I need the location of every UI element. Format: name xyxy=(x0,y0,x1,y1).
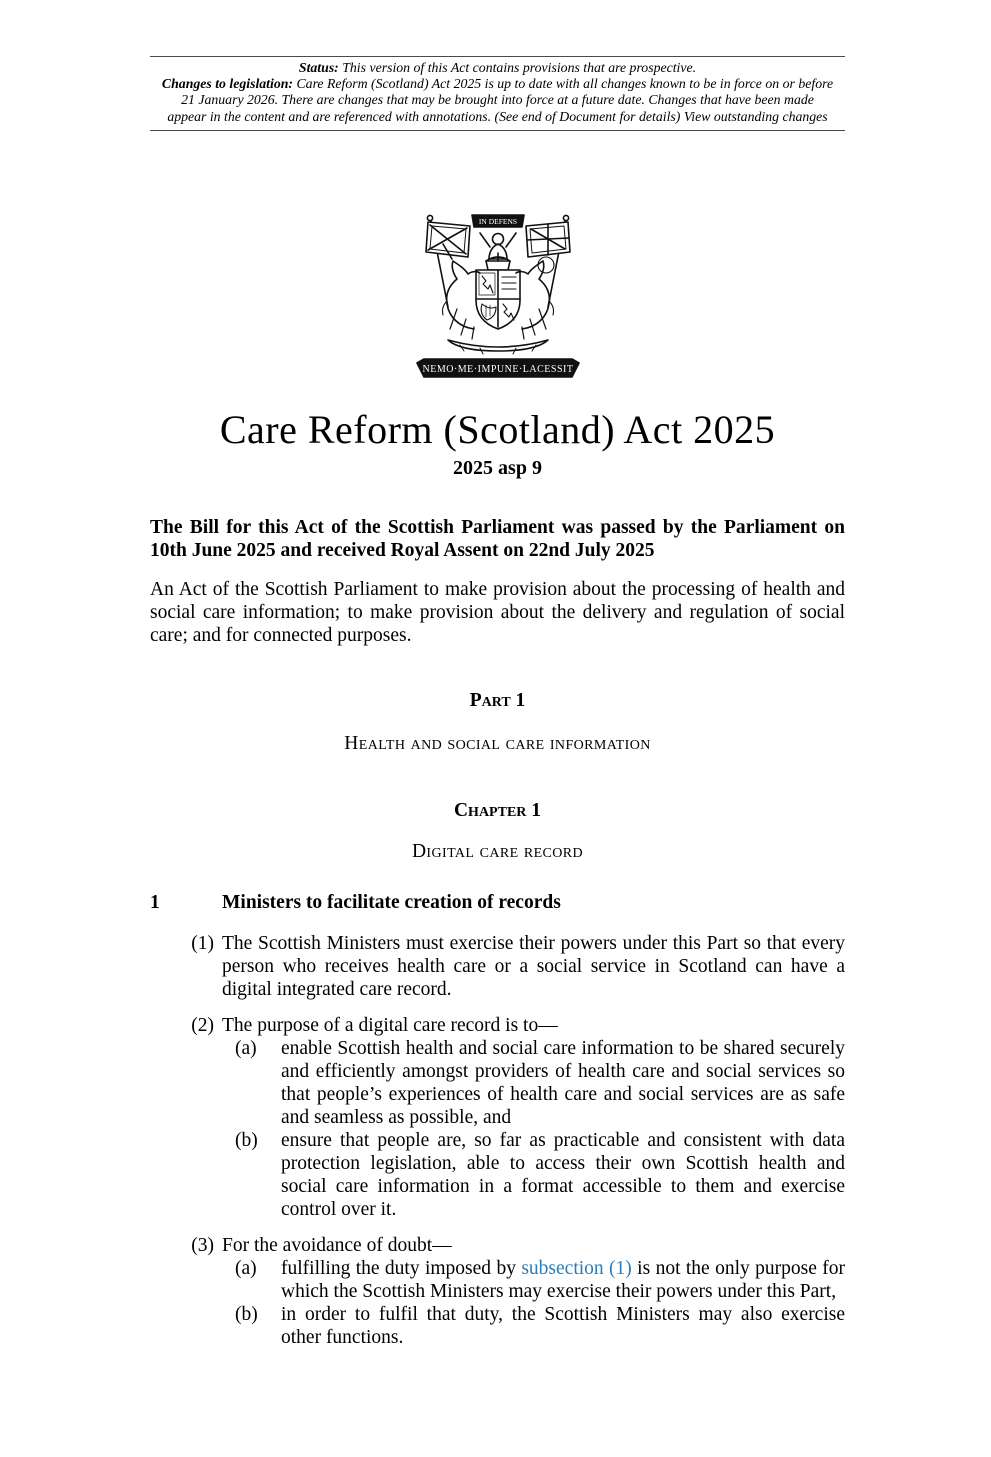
status-notice xyxy=(150,56,845,131)
long-title: An Act of the Scottish Parliament to make provision about the processing of health and social care information; to make provision about the delivery and regulation of social care; and for connected purposes. xyxy=(150,578,845,646)
paragraph-3b-text: in order to fulfil that duty, the Scottish Ministers may also exercise other functions. xyxy=(281,1303,845,1348)
status-label: Status: xyxy=(298,60,339,75)
section-heading xyxy=(150,891,845,914)
chapter-title: Digital care record xyxy=(411,840,584,862)
paragraph-2b-text: ensure that people are, so far as practicable and consistent with data protection legislation, able to access their own Scottish health and social care information in a format accessible to them and exercise control over it. xyxy=(281,1129,845,1220)
status-text: This version of this Act contains provisions that are prospective. xyxy=(338,60,697,75)
subsection-2-marker: (2) xyxy=(191,1014,214,1036)
paragraph-2b-marker: (b) xyxy=(235,1129,258,1151)
subsection-3-text: For the avoidance of doubt— xyxy=(222,1234,452,1256)
changes-label: Changes to legislation: xyxy=(161,76,294,92)
passed-statement: The Bill for this Act of the Scottish Parliament was passed by the Parliament on 10th June 2025 and received Royal Assent on 22nd July 2025 xyxy=(150,516,845,561)
part-title: Health and social care information xyxy=(344,732,651,754)
subsection-3 xyxy=(150,1234,845,1257)
section-title: Ministers to facilitate creation of records xyxy=(222,891,561,913)
view-outstanding-changes-link[interactable]: View outstanding changes xyxy=(683,108,828,124)
paragraph-3b-marker: (b) xyxy=(235,1303,258,1325)
changes-line xyxy=(160,76,835,125)
subsection-1-link[interactable]: subsection (1) xyxy=(521,1257,632,1279)
subsection-3-marker: (3) xyxy=(191,1234,214,1256)
paragraph-2a-text: enable Scottish health and social care information to be shared securely and efficiently amongst providers of health care and social services so that people’s experiences of health care and social services are as safe and seamless as possible, and xyxy=(281,1037,845,1128)
royal-coat-of-arms xyxy=(150,209,845,387)
coat-of-arms-icon xyxy=(400,209,596,387)
paragraph-3a-post: is not the only purpose for which the Scottish Ministers may exercise their powers under this Part, xyxy=(281,1257,846,1302)
status-line xyxy=(160,60,835,76)
subsection-1 xyxy=(150,932,845,1001)
asp-number: 2025 asp 9 xyxy=(453,456,542,479)
paragraph-3a-text xyxy=(281,1258,845,1302)
section-number: 1 xyxy=(150,891,160,913)
paragraph-2a xyxy=(150,1037,845,1129)
paragraph-3a xyxy=(150,1257,845,1303)
motto-text: NEMO·ME·IMPUNE·LACESSIT xyxy=(422,363,573,375)
subsection-1-text: The Scottish Ministers must exercise their powers under this Part so that every person who receives health care or a social service in Scotland can have a digital integrated care record. xyxy=(222,932,845,1000)
chapter-heading: Chapter 1 xyxy=(453,799,542,821)
paragraph-3a-marker: (a) xyxy=(235,1257,257,1279)
paragraph-3a-pre: fulfilling the duty imposed by xyxy=(281,1257,522,1279)
subsection-2 xyxy=(150,1014,845,1037)
subsection-1-marker: (1) xyxy=(191,932,214,954)
document-page xyxy=(150,56,845,1349)
paragraph-3b xyxy=(150,1303,845,1349)
paragraph-2b xyxy=(150,1129,845,1221)
paragraph-2a-marker: (a) xyxy=(235,1037,257,1059)
part-heading: Part 1 xyxy=(469,689,526,711)
act-title: Care Reform (Scotland) Act 2025 xyxy=(219,406,776,452)
subsection-2-text: The purpose of a digital care record is to— xyxy=(222,1014,558,1036)
changes-text: Care Reform (Scotland) Act 2025 is up to date with all changes known to be in force on or before 21 January 2026. There are changes that may be brought into force at a future date. Changes that have been made appear in the content and are referenced with annotations. (See end of Document for details) xyxy=(167,76,834,124)
top-motto-text: IN DEFENS xyxy=(478,216,517,226)
